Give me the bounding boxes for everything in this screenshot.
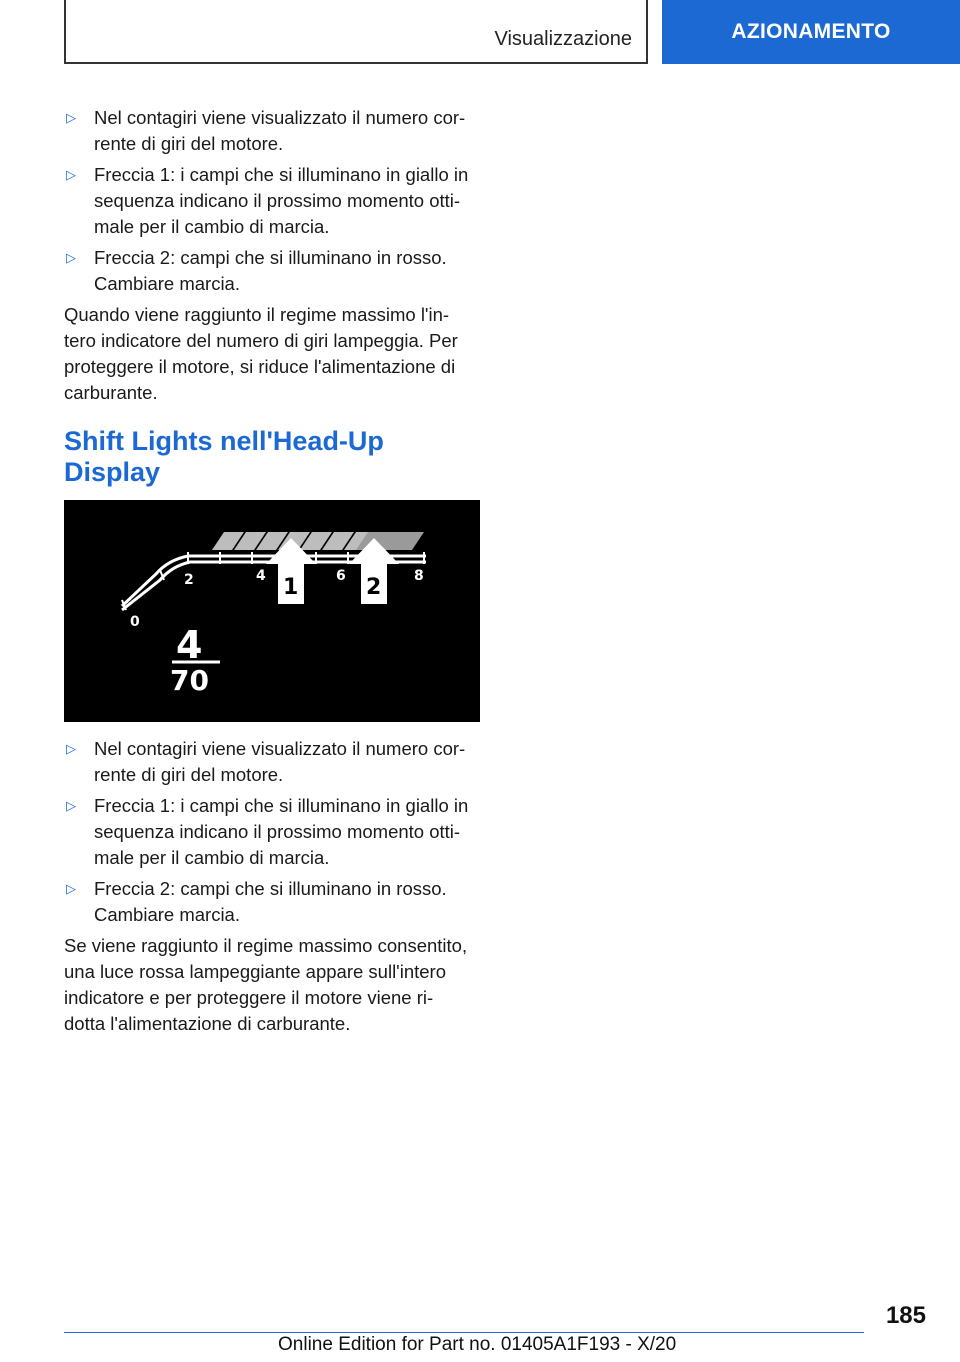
shift-lights-figure xyxy=(64,500,480,722)
content-block-1 xyxy=(64,105,484,406)
bullet-list-1 xyxy=(64,105,484,297)
tick-label-6: 6 xyxy=(336,568,346,584)
arrow-1-label: 1 xyxy=(283,575,299,600)
list-item: ▷ Freccia 1: i campi che si illuminano in giallo in sequenza indicano il prossimo momento otti- male per il cambio di marcia. xyxy=(66,795,469,868)
triangle-bullet-icon: ▷ xyxy=(66,741,76,756)
page-number: 185 xyxy=(885,1302,926,1329)
tick-label-4: 4 xyxy=(256,568,266,584)
edition-footer: Online Edition for Part no. 01405A1F193 - X/20 xyxy=(278,1334,677,1355)
gear-indicator: 4 xyxy=(176,623,203,667)
triangle-bullet-icon: ▷ xyxy=(66,110,76,125)
section-title: Visualizzazione xyxy=(494,28,632,50)
list-item: ▷ Freccia 1: i campi che si illuminano in giallo in sequenza indicano il prossimo momento otti- male per il cambio di marcia. xyxy=(66,164,469,237)
section-heading: Shift Lights nell'Head-Up Display xyxy=(64,426,384,487)
hud-tachometer-illustration xyxy=(64,500,480,722)
paragraph-1: Quando viene raggiunto il regime massimo l'in- tero indicatore del numero di giri lampeggia. Per proteggere il motore, si riduce l'alimentazione di carburante. xyxy=(64,304,458,403)
footer-divider xyxy=(64,1332,864,1333)
list-item: ▷ Nel contagiri viene visualizzato il numero cor- rente di giri del motore. xyxy=(66,738,466,785)
tick-label-0: 0 xyxy=(130,614,140,630)
shift-light-segments xyxy=(212,532,424,550)
speed-indicator: 70 xyxy=(170,664,209,697)
chapter-tab[interactable]: AZIONAMENTO xyxy=(662,0,960,64)
content-block-2 xyxy=(64,736,484,1037)
list-item: ▷ Nel contagiri viene visualizzato il numero cor- rente di giri del motore. xyxy=(66,107,466,154)
triangle-bullet-icon: ▷ xyxy=(66,881,76,896)
header-box xyxy=(64,0,648,64)
triangle-bullet-icon: ▷ xyxy=(66,798,76,813)
triangle-bullet-icon: ▷ xyxy=(66,167,76,182)
triangle-bullet-icon: ▷ xyxy=(66,250,76,265)
bullet-list-2 xyxy=(64,736,484,928)
list-item: ▷ Freccia 2: campi che si illuminano in rosso. Cambiare marcia. xyxy=(66,247,447,294)
arrow-2-label: 2 xyxy=(366,575,382,600)
paragraph-2: Se viene raggiunto il regime massimo consentito, una luce rossa lampeggiante appare sull'intero indicatore e per proteggere il motore viene ri- dotta l'alimentazione di carburante. xyxy=(64,935,468,1034)
list-item: ▷ Freccia 2: campi che si illuminano in rosso. Cambiare marcia. xyxy=(66,878,447,925)
tick-label-8: 8 xyxy=(414,568,424,584)
tick-label-2: 2 xyxy=(184,572,194,588)
